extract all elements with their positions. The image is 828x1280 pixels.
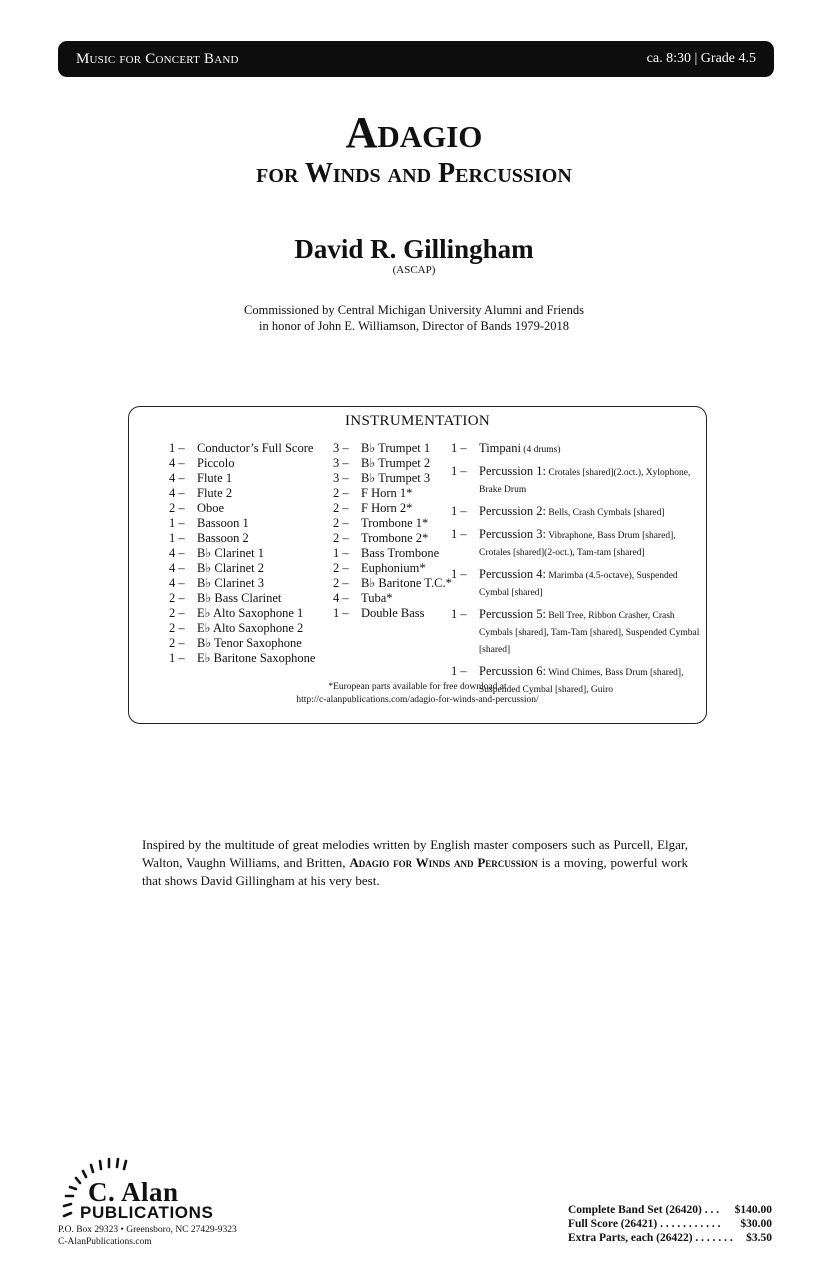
price-row [568,1217,772,1231]
instrument-row [333,501,463,516]
instrument-name: F Horn 2* [361,501,413,515]
download-link[interactable]: http://c-alanpublications.com/adagio-for-winds-and-percussion/ [296,695,539,705]
price-value: $30.00 [740,1218,772,1230]
instrument-name: B♭ Bass Clarinet [197,591,282,605]
percussion-row [451,464,701,498]
instrument-row [333,546,463,561]
composer-name: David R. Gillingham [294,234,534,264]
page-subtitle: for Winds and Percussion [256,158,572,189]
instrument-quantity: 1 – [451,664,467,678]
instrument-row [169,606,339,621]
instrument-quantity: 2 – [169,606,185,620]
price-item: Full Score (26421) . . . . . . . . . . . [568,1218,721,1230]
instrument-quantity: 1 – [451,441,467,455]
instrument-name: Flute 2 [197,486,233,500]
percussion-row [451,504,701,521]
instrument-row [333,471,463,486]
instrument-row [333,516,463,531]
instrument-row [169,591,339,606]
instrument-quantity: 2 – [333,516,349,530]
publisher-website[interactable]: C-AlanPublications.com [58,1237,152,1247]
instrument-quantity: 1 – [333,606,349,620]
instrument-quantity: 3 – [333,471,349,485]
instrument-quantity: 2 – [169,591,185,605]
instrument-quantity: 4 – [169,456,185,470]
instrument-detail: Bells, Crash Cymbals [shared] [546,508,665,518]
instrument-detail: Wind Chimes, Bass Drum [shared], Suspended Cymbal [shared], Guiro [479,668,684,695]
instrument-row [333,561,463,576]
instrument-quantity: 2 – [333,501,349,515]
description-text-before: Inspired by the multitude of great melodies written by English master composers such as Purcell, Elgar, Walton, Vaughn Williams, and Britten, [142,837,688,870]
instrument-row [169,441,339,456]
instrument-row [169,486,339,501]
instrument-name: E♭ Alto Saxophone 1 [197,606,304,620]
commission-line-2: in honor of John E. Williamson, Director of Bands 1979-2018 [259,319,569,333]
price-row [568,1231,772,1245]
instrument-row [333,456,463,471]
price-list [568,1203,772,1245]
instrument-row [333,441,463,456]
instrument-quantity: 4 – [169,576,185,590]
instrument-quantity: 2 – [333,561,349,575]
instrument-quantity: 1 – [169,516,185,530]
description-paragraph [142,836,688,890]
header-bar [58,41,774,77]
instrument-name: Bassoon 2 [197,531,249,545]
instrument-quantity: 1 – [451,607,467,621]
instrument-name: Percussion 2: [479,504,547,518]
instrument-row [169,546,339,561]
instrument-quantity: 1 – [169,531,185,545]
instrument-row [169,621,339,636]
instrument-quantity: 3 – [333,456,349,470]
percussion-text [479,441,561,458]
instrument-row [169,576,339,591]
publisher-address [58,1224,237,1248]
european-parts-note [129,681,706,707]
instrument-name: Flute 1 [197,471,233,485]
instrument-name: B♭ Baritone T.C.* [361,576,452,590]
instrument-detail: (4 drums) [520,445,561,455]
instrumentation-heading: INSTRUMENTATION [345,413,490,429]
price-row [568,1203,772,1217]
percussion-row [451,567,701,601]
instrument-row [333,576,463,591]
instrument-row [169,501,339,516]
instrumentation-column-percussion [451,441,701,704]
instrument-quantity: 2 – [169,636,185,650]
price-item: Extra Parts, each (26422) . . . . . . . [568,1232,733,1244]
instrument-name: Piccolo [197,456,235,470]
instrument-name: Trombone 2* [361,531,429,545]
instrumentation-box [128,406,707,724]
instrument-name: Percussion 1: [479,464,547,478]
instrument-quantity: 4 – [169,471,185,485]
instrument-row [169,651,339,666]
instrument-quantity: 4 – [169,546,185,560]
instrument-quantity: 4 – [333,591,349,605]
percussion-text [479,607,701,658]
instrument-row [169,456,339,471]
instrument-quantity: 2 – [169,621,185,635]
composer-affiliation: (ASCAP) [392,264,436,276]
instrument-name: B♭ Clarinet 3 [197,576,264,590]
instrument-row [333,606,463,621]
instrument-detail: Crotales [shared](2.oct.), Xylophone, Brake Drum [479,468,691,495]
instrumentation-column-2 [333,441,463,621]
note-line-1: *European parts available for free download at [328,682,507,692]
instrument-quantity: 2 – [333,486,349,500]
series-label: Music for Concert Band [76,50,239,67]
instrument-row [169,561,339,576]
price-value: $140.00 [734,1204,772,1216]
instrument-detail: Marimba (4.5-octave), Suspended Cymbal [shared] [479,571,678,598]
instrument-name: E♭ Alto Saxophone 2 [197,621,304,635]
page-title: Adagio [345,108,483,157]
instrument-name: Conductor’s Full Score [197,441,314,455]
instrument-quantity: 1 – [333,546,349,560]
instrument-quantity: 1 – [451,504,467,518]
instrument-quantity: 2 – [333,531,349,545]
instrument-row [169,471,339,486]
instrument-row [169,531,339,546]
instrument-row [333,591,463,606]
instrument-quantity: 2 – [169,501,185,515]
instrument-quantity: 1 – [451,527,467,541]
instrument-name: B♭ Clarinet 1 [197,546,264,560]
description-title: Adagio for Winds and Percussion [349,855,538,870]
instrument-name: B♭ Trumpet 2 [361,456,431,470]
duration-grade: ca. 8:30 | Grade 4.5 [646,51,756,66]
instrument-name: Oboe [197,501,225,515]
description-text-after: is a moving, powerful work that shows David Gillingham at his very best. [142,855,689,888]
commission-text [0,302,828,334]
address-line: P.O. Box 29323 • Greensboro, NC 27429-9323 [58,1225,237,1235]
instrument-name: Bassoon 1 [197,516,249,530]
instrument-name: Percussion 5: [479,607,547,621]
instrument-quantity: 1 – [451,464,467,478]
instrument-name: B♭ Clarinet 2 [197,561,264,575]
percussion-row [451,441,701,458]
instrument-quantity: 4 – [169,486,185,500]
instrument-name: B♭ Tenor Saxophone [197,636,302,650]
instrument-name: F Horn 1* [361,486,413,500]
price-value: $3.50 [746,1232,772,1244]
commission-line-1: Commissioned by Central Michigan University Alumni and Friends [244,303,584,317]
instrument-quantity: 1 – [451,567,467,581]
percussion-row [451,527,701,561]
percussion-text [479,504,664,521]
instrument-name: Percussion 6: [479,664,547,678]
percussion-row [451,607,701,658]
instrumentation-column-1 [169,441,339,666]
instrument-name: Tuba* [361,591,393,605]
instrument-name: E♭ Baritone Saxophone [197,651,316,665]
instrument-detail: Vibraphone, Bass Drum [shared], Crotales [shared](2-oct.), Tam-tam [shared] [479,531,676,558]
instrument-name: Bass Trombone [361,546,440,560]
percussion-text [479,464,701,498]
logo-name: C. Alan [88,1177,179,1207]
instrument-name: Euphonium* [361,561,426,575]
instrument-quantity: 1 – [169,651,185,665]
instrument-name: B♭ Trumpet 1 [361,441,431,455]
percussion-text [479,527,701,561]
instrument-name: Double Bass [361,606,425,620]
instrument-name: Percussion 3: [479,527,547,541]
instrument-row [169,636,339,651]
instrument-row [333,531,463,546]
instrument-quantity: 1 – [169,441,185,455]
instrument-row [169,516,339,531]
logo-subtitle: PUBLICATIONS [80,1203,214,1222]
instrument-detail: Bell Tree, Ribbon Crasher, Crash Cymbals [shared], Tam-Tam [shared], Suspended Cymbal [shared] [479,611,700,655]
percussion-text [479,567,701,601]
instrument-name: Timpani [479,441,521,455]
instrument-name: B♭ Trumpet 3 [361,471,431,485]
instrument-name: Percussion 4: [479,567,547,581]
instrument-row [333,486,463,501]
instrument-name: Trombone 1* [361,516,429,530]
instrument-quantity: 3 – [333,441,349,455]
instrument-quantity: 2 – [333,576,349,590]
price-item: Complete Band Set (26420) . . . [568,1204,720,1216]
instrument-quantity: 4 – [169,561,185,575]
